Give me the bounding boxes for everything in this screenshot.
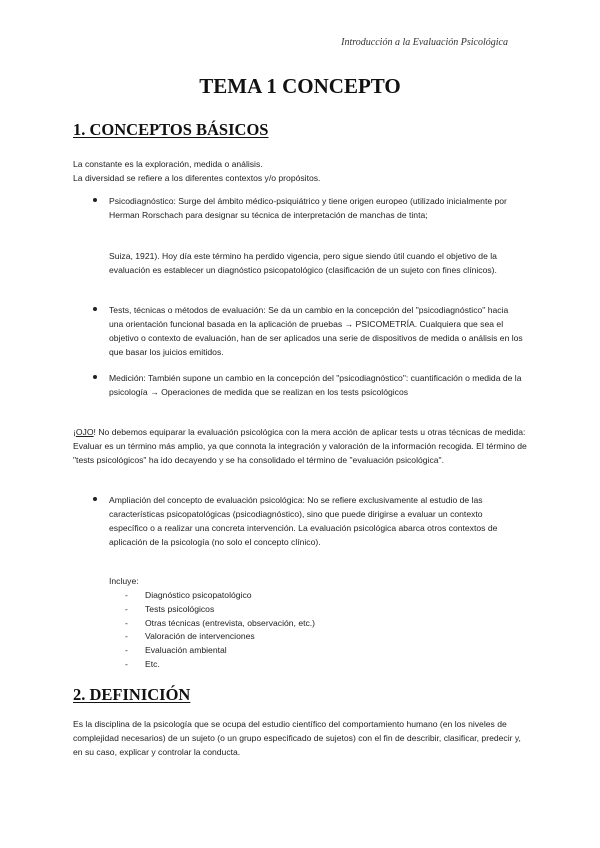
dash-marker: - xyxy=(125,645,128,656)
ojo-text: ! No debemos equiparar la evaluación psicológica con la mera acción de aplicar tests u otras técnicas de medida: Evaluar es un término más amplio, ya que connota la integración y valoración de la información recogida. El término de "tests psicológicos" ha ido decayendo y se ha consolidado el término de "evaluación psicológica". xyxy=(73,427,527,465)
bullet-text: Ampliación del concepto de evaluación psicológica: No se refiere exclusivamente al estudio de las características psicopatológicas (psicodiagnóstico), sino que puede dirigirse a evaluar un contexto específico o a realizar una concreta intervención. La evaluación psicológica abarca otros contextos de aplicación de la psicología (no solo el concepto clínico). xyxy=(109,495,498,547)
page-title: TEMA 1 CONCEPTO xyxy=(199,74,401,98)
bullet-dot-icon xyxy=(93,375,97,379)
intro-paragraph xyxy=(73,157,523,185)
dash-marker: - xyxy=(125,590,128,600)
list-item: - Valoración de intervenciones xyxy=(125,630,315,644)
ojo-note xyxy=(73,425,528,467)
bullet-text: Psicodiagnóstico: Surge del ámbito médico-psiquiátrico y tiene origen europeo (utilizado inicialmente por Herman Rorschach para designar su técnica de interpretación de manchas de tinta; xyxy=(109,196,507,220)
section-heading-conceptos-basicos: 1. CONCEPTOS BÁSICOS xyxy=(73,120,269,139)
list-item: - Tests psicológicos xyxy=(125,603,315,617)
bullet-dot-icon xyxy=(93,497,97,501)
includes-label: Incluye: xyxy=(109,576,139,586)
dash-marker: - xyxy=(125,658,128,669)
dash-marker: - xyxy=(125,631,128,642)
bullet-continuation: Suiza, 1921). Hoy día este término ha perdido vigencia, pero sigue siendo útil cuando el objetivo de la evaluación es establecer un diagnóstico psicopatológico (clasificación de un sujeto con fines clínicos). xyxy=(109,251,497,275)
bullet-dot-icon xyxy=(93,198,97,202)
definition-paragraph: Es la disciplina de la psicología que se ocupa del estudio científico del comportamiento humano (en los niveles de complejidad necesarios) de un sujeto (o un grupo especificado de sujetos) con el fin de describir, clasificar, predecir y, en su caso, explicar y controlar la conducta. xyxy=(73,719,521,757)
section-heading-definicion: 2. DEFINICIÓN xyxy=(73,685,191,704)
intro-line: La diversidad se refiere a los diferentes contextos y/o propósitos. xyxy=(73,173,321,183)
list-item: - Evaluación ambiental xyxy=(125,644,315,658)
bullet-dot-icon xyxy=(93,307,97,311)
list-item: - Etc. xyxy=(125,658,315,672)
intro-line: La constante es la exploración, medida o análisis. xyxy=(73,159,263,169)
ojo-word: OJO xyxy=(75,427,94,437)
dash-marker: - xyxy=(125,617,128,628)
list-item: - Diagnóstico psicopatológico xyxy=(125,589,315,603)
running-header: Introducción a la Evaluación Psicológica xyxy=(341,37,508,48)
ojo-prefix: ¡ xyxy=(73,427,76,437)
includes-list xyxy=(125,589,315,672)
dash-marker: - xyxy=(125,603,128,614)
bullet-text: Tests, técnicas o métodos de evaluación: Se da un cambio en la concepción del "psicodiagnóstico" hacia una orientación funcional basada en la aplicación de pruebas → PSICOMETRÍA. Cualquiera que sea el objetivo o contexto de evaluación, han de ser aplicados una serie de dispositivos de medida o análisis en los que basar los juicios emitidos. xyxy=(109,305,523,357)
list-item: - Otras técnicas (entrevista, observación, etc.) xyxy=(125,617,315,631)
bullet-text: Medición: También supone un cambio en la concepción del "psicodiagnóstico": cuantificación o medida de la psicología → Operaciones de medida que se realizan en los tests psicológicos xyxy=(109,373,522,397)
